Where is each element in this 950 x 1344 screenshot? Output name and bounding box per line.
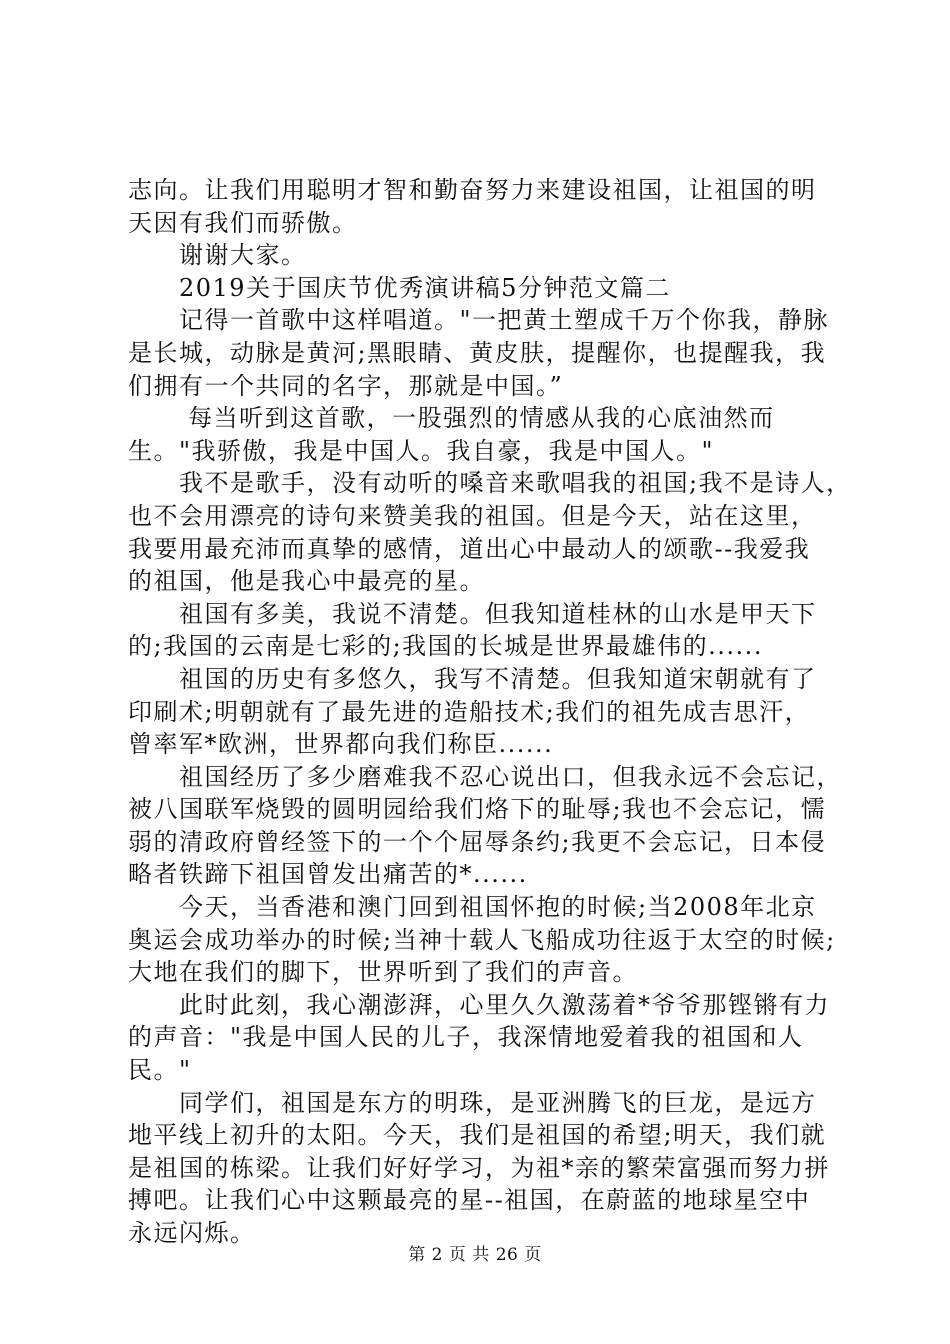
text-line: 记得一首歌中这样唱道。"一把黄土塑成千万个你我，静脉 bbox=[128, 306, 830, 335]
text-line: 天因有我们而骄傲。 bbox=[128, 208, 358, 237]
text-line: 祖国经历了多少磨难我不忍心说出口，但我永远不会忘记， bbox=[128, 762, 842, 791]
text-line: 祖国的历史有多悠久，我写不清楚。但我知道宋朝就有了 bbox=[128, 664, 817, 693]
text-line: 地平线上初升的太阳。今天，我们是祖国的希望;明天，我们就 bbox=[128, 1121, 827, 1150]
text-line: 搏吧。让我们心中这颗最亮的星--祖国，在蔚蓝的地球星空中 bbox=[128, 1186, 811, 1215]
text-line: 生。"我骄傲，我是中国人。我自豪，我是中国人。" bbox=[128, 436, 715, 465]
text-line: 弱的清政府曾经签下的一个个屈辱条约;我更不会忘记，日本侵 bbox=[128, 827, 827, 856]
text-line: 们拥有一个共同的名字，那就是中国。” bbox=[128, 371, 564, 400]
section-heading: 2019关于国庆节优秀演讲稿5分钟范文篇二 bbox=[128, 273, 671, 302]
text-line: 奥运会成功举办的时候;当神十载人飞船成功往返于太空的时候; bbox=[128, 925, 836, 954]
text-line: 也不会用漂亮的诗句来赞美我的祖国。但是今天，站在这里， bbox=[128, 501, 817, 530]
text-line: 被八国联军烧毁的圆明园给我们烙下的耻辱;我也不会忘记，懦 bbox=[128, 795, 827, 824]
text-line: 大地在我们的脚下，世界听到了我们的声音。 bbox=[128, 958, 638, 987]
text-line: 的;我国的云南是七彩的;我国的长城是世界最雄伟的...... bbox=[128, 632, 763, 661]
text-line: 的声音："我是中国人民的儿子，我深情地爱着我的祖国和人 bbox=[128, 1023, 804, 1052]
text-line: 的祖国，他是我心中最亮的星。 bbox=[128, 567, 485, 596]
text-line: 永远闪烁。 bbox=[128, 1219, 256, 1247]
text-line: 我要用最充沛而真挚的感情，道出心中最动人的颂歌--我爱我 bbox=[128, 534, 811, 563]
text-line: 祖国有多美，我说不清楚。但我知道桂林的山水是甲天下 bbox=[128, 599, 817, 628]
page-number-footer: 第 2 页 共 26 页 bbox=[408, 1245, 542, 1265]
text-line: 我不是歌手，没有动听的嗓音来歌唱我的祖国;我不是诗人， bbox=[128, 469, 852, 498]
text-line: 谢谢大家。 bbox=[128, 241, 307, 270]
text-line: 民。" bbox=[128, 1056, 192, 1085]
document-body bbox=[128, 174, 852, 1250]
text-line: 略者铁蹄下祖国曾发出痛苦的*...... bbox=[128, 860, 528, 889]
text-line: 是祖国的栋梁。让我们好好学习，为祖*亲的繁荣富强而努力拼 bbox=[128, 1153, 830, 1182]
text-line: 今天，当香港和澳门回到祖国怀抱的时候;当2008年北京 bbox=[128, 893, 817, 922]
text-line: 每当听到这首歌，一股强烈的情感从我的心底油然而 bbox=[128, 404, 775, 433]
text-line: 此时此刻，我心潮澎湃，心里久久激荡着*爷爷那铿锵有力 bbox=[128, 990, 830, 1019]
text-line: 曾率军*欧洲，世界都向我们称臣...... bbox=[128, 730, 554, 759]
text-line: 同学们，祖国是东方的明珠，是亚洲腾飞的巨龙，是远方 bbox=[128, 1088, 817, 1117]
text-line: 志向。让我们用聪明才智和勤奋努力来建设祖国，让祖国的明 bbox=[128, 176, 817, 204]
text-line: 印刷术;明朝就有了最先进的造船技术;我们的祖先成吉思汗， bbox=[128, 697, 811, 726]
text-line: 是长城，动脉是黄河;黑眼睛、黄皮肤，提醒你，也提醒我，我 bbox=[128, 338, 827, 367]
